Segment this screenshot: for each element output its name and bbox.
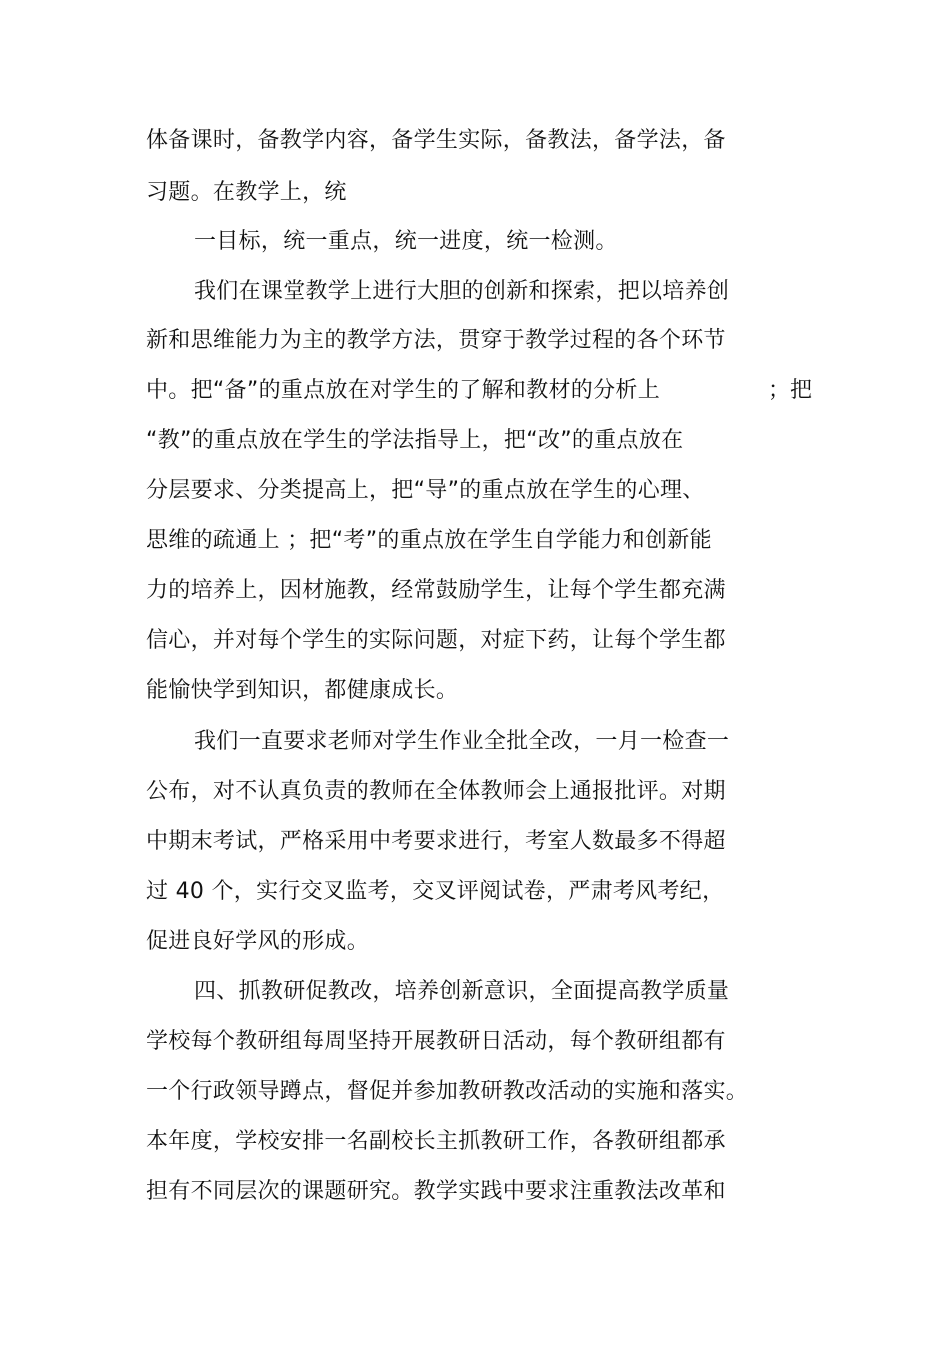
text-line: 分层要求、分类提高上，把“导”的重点放在学生的心理、: [146, 478, 705, 503]
text-line: 力的培养上，因材施教，经常鼓励学生，让每个学生都充满: [146, 578, 726, 603]
text-line: 新和思维能力为主的教学方法，贯穿于教学过程的各个环节: [146, 328, 726, 353]
text-line: 习题。在教学上，统: [146, 180, 347, 205]
text-line-tail: ；把: [768, 378, 813, 403]
text-line: 公布，对不认真负责的教师在全体教师会上通报批评。对期: [146, 779, 726, 804]
text-line: 一目标，统一重点，统一进度，统一检测。: [194, 229, 618, 254]
text-line: 我们一直要求老师对学生作业全批全改，一月一检查一: [194, 729, 730, 754]
text-line: 促进良好学风的形成。: [146, 929, 370, 954]
text-line: “教”的重点放在学生的学法指导上，把“改”的重点放在: [146, 428, 684, 453]
text-line: 体备课时，备教学内容，备学生实际，备教法，备学法，备: [146, 128, 726, 153]
text-line: 一个行政领导蹲点，督促并参加教研教改活动的实施和落实。: [146, 1079, 749, 1104]
text-line: 思维的疏通上 ；把“考”的重点放在学生自学能力和创新能: [146, 528, 712, 553]
text-line: 能愉快学到知识，都健康成长。: [146, 678, 459, 703]
text-line: 过 40 个，实行交叉监考，交叉评阅试卷，严肃考风考纪，: [146, 879, 725, 904]
text-line: 信心，并对每个学生的实际问题，对症下药，让每个学生都: [146, 628, 726, 653]
text-line: 中。把“备”的重点放在对学生的了解和教材的分析上: [146, 378, 660, 403]
text-line: 本年度，学校安排一名副校长主抓教研工作，各教研组都承: [146, 1129, 726, 1154]
text-line: 我们在课堂教学上进行大胆的创新和探索，把以培养创: [194, 279, 730, 304]
text-line: 学校每个教研组每周坚持开展教研日活动，每个教研组都有: [146, 1029, 726, 1054]
text-line: 四、抓教研促教改，培养创新意识，全面提高教学质量: [194, 979, 730, 1004]
text-line: 担有不同层次的课题研究。教学实践中要求注重教法改革和: [146, 1179, 726, 1204]
text-line: 中期末考试，严格采用中考要求进行，考室人数最多不得超: [146, 829, 726, 854]
